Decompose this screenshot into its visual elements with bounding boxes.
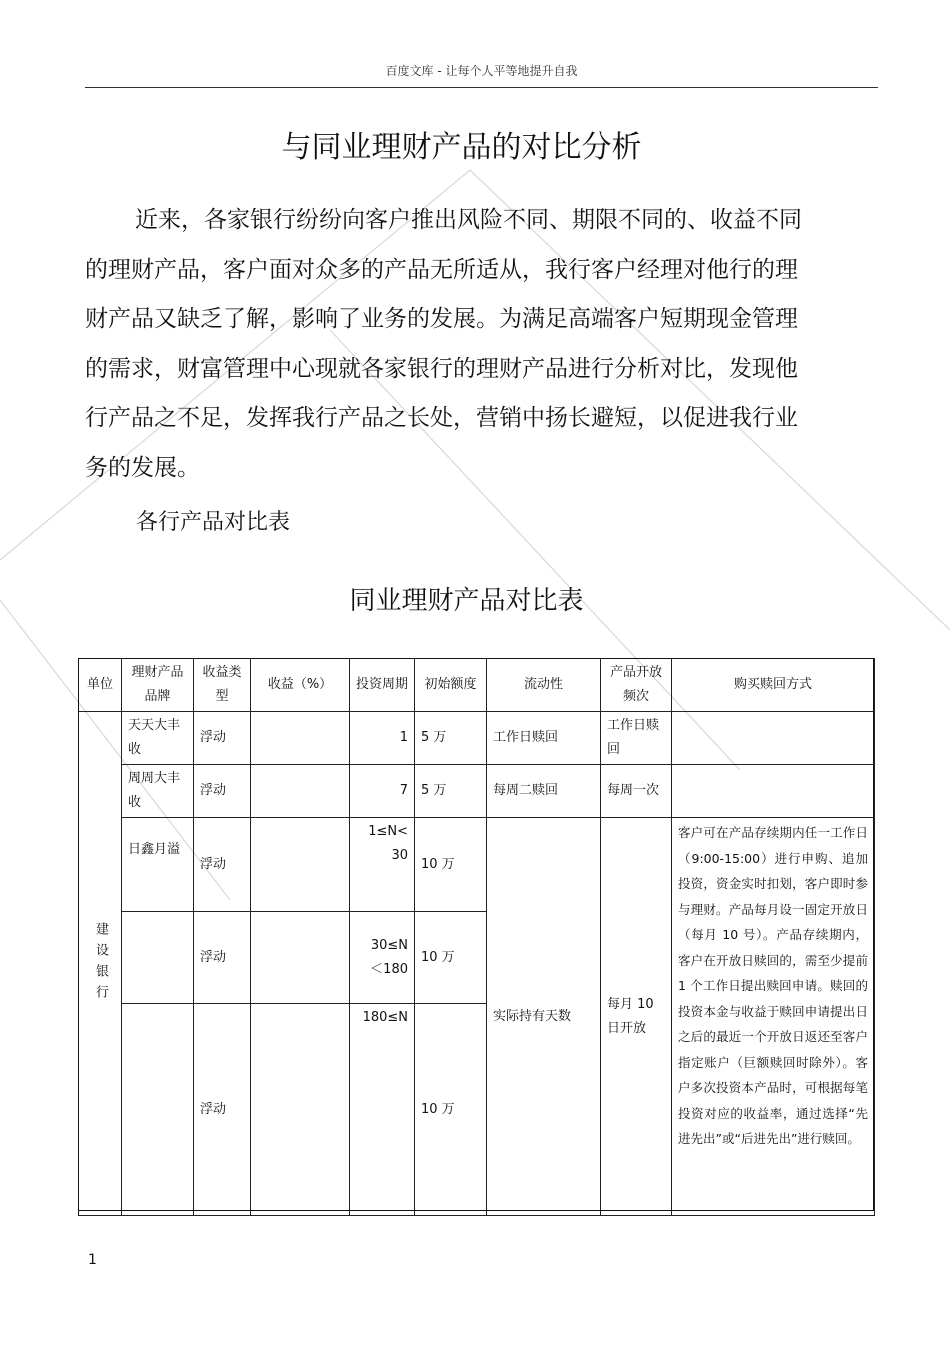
- intro-paragraph: [85, 196, 803, 493]
- header-redemption: 购买赎回方式: [672, 659, 875, 712]
- liquidity-cell: 每周二赎回: [487, 765, 601, 818]
- brand-cell: [122, 912, 194, 1004]
- period-line-2: ＜180: [370, 961, 408, 977]
- yield-type-cell: 浮动: [194, 912, 251, 1004]
- header-unit: 单位: [79, 659, 122, 712]
- redemption-cell: [672, 712, 875, 765]
- header-open-freq: 产品开放频次: [601, 659, 672, 712]
- period-line-1: 30≤N: [370, 937, 408, 953]
- yield-cell: [251, 818, 350, 912]
- comparison-table: [78, 658, 875, 1216]
- min-amount-cell: 5 万: [415, 712, 487, 765]
- brand-cell: 天天大丰收: [122, 712, 194, 765]
- yield-type-cell: 浮动: [194, 765, 251, 818]
- min-amount-cell: 10 万: [415, 818, 487, 912]
- open-freq-cell: 每周一次: [601, 765, 672, 818]
- period-line-1: 1≤N<: [368, 824, 408, 839]
- table-header-row: [79, 659, 875, 712]
- open-freq-merged-cell: 每月 10 日开放: [601, 818, 672, 1216]
- page-header: 百度文库 - 让每个人平等地提升自我: [385, 64, 578, 78]
- period-line-2: 30: [391, 848, 408, 863]
- brand-cell: [122, 1004, 194, 1216]
- subheading: 各行产品对比表: [136, 510, 291, 535]
- header-yield: 收益（%）: [251, 659, 350, 712]
- table-title: 同业理财产品对比表: [349, 586, 584, 616]
- intro-paragraph-text: 近来，各家银行纷纷向客户推出风险不同、期限不同的、收益不同的理财产品，客户面对众多的产品无所适从，我行客户经理对他行的理财产品又缺乏了解，影响了业务的发展。为满足高端客户短期现金管理的需求，财富管理中心现就各家银行的理财产品进行分析对比，发现他行产品之不足，发挥我行产品之长处，营销中扬长避短，以促进我行业务的发展。: [85, 207, 802, 481]
- table-row: [79, 712, 875, 765]
- header-divider: [85, 87, 878, 88]
- document-title: 与同业理财产品的对比分析: [281, 130, 642, 165]
- min-amount-cell: 10 万: [415, 1004, 487, 1216]
- bank-name: 建设银行: [79, 712, 122, 1216]
- liquidity-cell: 工作日赎回: [487, 712, 601, 765]
- min-amount-cell: 5 万: [415, 765, 487, 818]
- period-cell: 1: [350, 712, 415, 765]
- open-freq-cell: 工作日赎回: [601, 712, 672, 765]
- brand-cell: 周周大丰收: [122, 765, 194, 818]
- period-cell: 180≤N: [350, 1004, 415, 1216]
- yield-cell: [251, 1004, 350, 1216]
- yield-cell: [251, 712, 350, 765]
- yield-type-cell: 浮动: [194, 1004, 251, 1216]
- header-period: 投资周期: [350, 659, 415, 712]
- yield-type-cell: 浮动: [194, 818, 251, 912]
- redemption-merged-cell: 客户可在产品存续期内任一工作日（9:00-15:00）进行申购、追加投资，资金实时扣划，客户即时参与理财。产品每月设一固定开放日（每月 10 号）。产品存续期内，客户在开放日赎回的，需至少提前 1 个工作日提出赎回申请。赎回的投资本金与收益于赎回申请提出日之后的最近一个开放日返还至客户指定账户（巨额赎回时除外）。客户多次投资本产品时，可根据每笔投资对应的收益率，通过选择“先进先出”或“后进先出”进行赎回。: [672, 818, 875, 1216]
- table-row: [79, 818, 875, 912]
- liquidity-merged-cell: 实际持有天数: [487, 818, 601, 1216]
- period-cell: [350, 912, 415, 1004]
- table-row: [79, 765, 875, 818]
- min-amount-cell: 10 万: [415, 912, 487, 1004]
- header-yield-type: 收益类型: [194, 659, 251, 712]
- redemption-cell: [672, 765, 875, 818]
- yield-type-cell: 浮动: [194, 712, 251, 765]
- yield-cell: [251, 765, 350, 818]
- period-cell: [350, 818, 415, 912]
- brand-cell: 日鑫月溢: [122, 818, 194, 912]
- header-brand: 理财产品品牌: [122, 659, 194, 712]
- yield-cell: [251, 912, 350, 1004]
- page-number: 1: [88, 1252, 97, 1268]
- period-cell: 7: [350, 765, 415, 818]
- header-min-amount: 初始额度: [415, 659, 487, 712]
- header-liquidity: 流动性: [487, 659, 601, 712]
